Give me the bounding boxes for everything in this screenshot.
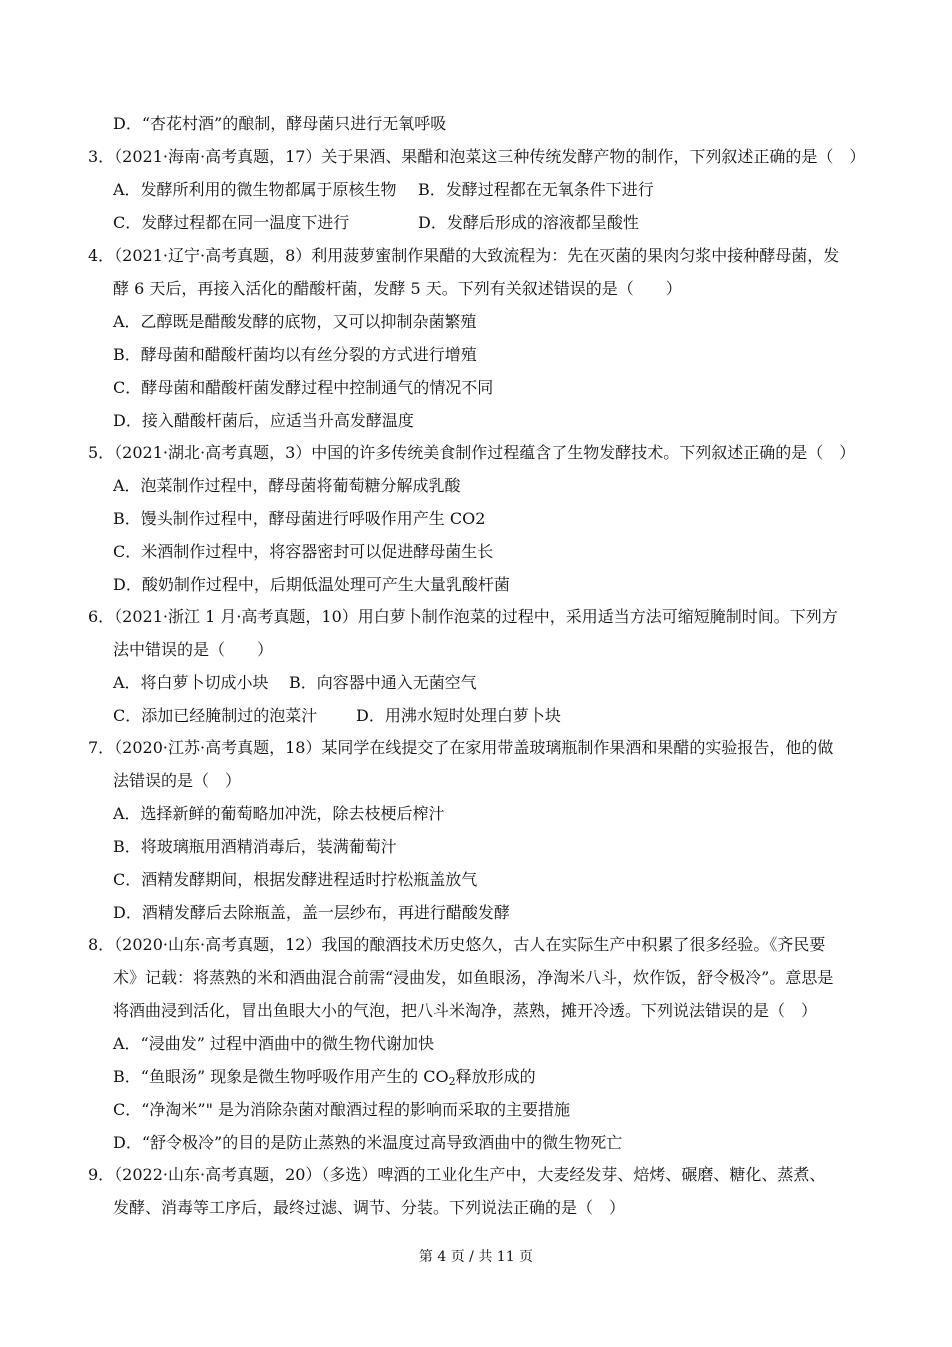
option-b-text: B．“鱼眼汤” 现象是微生物呼吸作用产生的 CO: [113, 1067, 449, 1086]
option-line: A．将白萝卜切成小块: [113, 673, 269, 692]
question-7-stem: 7．（2020·江苏·高考真题，18）某同学在线提交了在家用带盖玻璃瓶制作果酒和果醋的实验报告，他的做: [88, 738, 834, 757]
question-9-stem: 9．（2022·山东·高考真题，20）（多选）啤酒的工业化生产中，大麦经发芽、焙烤、碾磨、糖化、蒸煮、: [88, 1165, 826, 1184]
option-line: A．选择新鲜的葡萄略加冲洗，除去枝梗后榨汁: [113, 804, 445, 823]
option-line: D．接入醋酸杆菌后，应适当升高发酵温度: [113, 411, 414, 430]
option-line: B．馒头制作过程中，酵母菌进行呼吸作用产生 CO2: [113, 509, 486, 528]
option-line: C．“净淘米”" 是为消除杂菌对酿酒过程的影响而采取的主要措施: [113, 1100, 571, 1119]
question-4-stem: 4．（2021·辽宁·高考真题，8）利用菠萝蜜制作果醋的大致流程为：先在灭菌的果肉匀浆中接种酵母菌，发: [88, 246, 840, 265]
question-9-stem-cont: 发酵、消毒等工序后，最终过滤、调节、分装。下列说法正确的是（ ）: [113, 1198, 626, 1217]
question-6-stem: 6．（2021·浙江 1 月·高考真题，10）用白萝卜制作泡菜的过程中，采用适当方法可缩短腌制时间。下列方: [88, 607, 838, 626]
subscript: 2: [448, 1075, 456, 1088]
question-8-stem: 8．（2020·山东·高考真题，12）我国的酿酒技术历史悠久，古人在实际生产中积累了很多经验。《齐民要: [88, 935, 826, 954]
option-line: D．“舒令极冷”的目的是防止蒸熟的米温度过高导致酒曲中的微生物死亡: [113, 1133, 623, 1152]
option-line: D．用沸水短时处理白萝卜块: [356, 706, 561, 725]
question-4-stem-cont: 酵 6 天后，再接入活化的醋酸杆菌，发酵 5 天。下列有关叙述错误的是（ ）: [113, 279, 682, 298]
option-line: A．发酵所利用的微生物都属于原核生物: [113, 180, 397, 199]
option-line: A．乙醇既是醋酸发酵的底物，又可以抑制杂菌繁殖: [113, 312, 477, 331]
option-line: B．向容器中通入无菌空气: [289, 673, 477, 692]
question-8-stem-cont: 将酒曲浸到活化，冒出鱼眼大小的气泡，把八斗米淘净，蒸熟，摊开冷透。下列说法错误的是（ ）: [113, 1001, 818, 1020]
option-line: C．酒精发酵期间，根据发酵进程适时拧松瓶盖放气: [113, 870, 478, 889]
option-b-tail: 释放形成的: [455, 1067, 536, 1086]
option-line: C．酵母菌和醋酸杆菌发酵过程中控制通气的情况不同: [113, 378, 494, 397]
page-footer: 第 4 页 / 共 11 页: [418, 1249, 534, 1265]
question-6-stem-cont: 法中错误的是（ ）: [113, 640, 274, 659]
option-line: B．酵母菌和醋酸杆菌均以有丝分裂的方式进行增殖: [113, 345, 477, 364]
option-line: B．将玻璃瓶用酒精消毒后，装满葡萄汁: [113, 837, 397, 856]
question-3-stem: 3．（2021·海南·高考真题，17）关于果酒、果醋和泡菜这三种传统发酵产物的制作，下列叙述正确的是（ ）: [88, 147, 866, 166]
option-line: A．“浸曲发” 过程中酒曲中的微生物代谢加快: [113, 1034, 435, 1053]
question-7-stem-cont: 法错误的是（ ）: [113, 771, 242, 790]
option-line: D．酒精发酵后去除瓶盖，盖一层纱布，再进行醋酸发酵: [113, 903, 510, 922]
option-line: D．发酵后形成的溶液都呈酸性: [418, 213, 639, 232]
option-line: D．酸奶制作过程中，后期低温处理可产生大量乳酸杆菌: [113, 575, 510, 594]
option-line: C．发酵过程都在同一温度下进行: [113, 213, 350, 232]
option-line: D．“杏花村酒”的酿制，酵母菌只进行无氧呼吸: [113, 114, 447, 133]
question-8-stem-cont: 术》记载：将蒸熟的米和酒曲混合前需“浸曲发，如鱼眼汤，净淘米八斗，炊作饭，舒令极冷”。意思是: [113, 968, 834, 987]
question-5-stem: 5．（2021·湖北·高考真题，3）中国的许多传统美食制作过程蕴含了生物发酵技术。下列叙述正确的是（ ）: [88, 443, 856, 462]
option-line: C．米酒制作过程中，将容器密封可以促进酵母菌生长: [113, 542, 494, 561]
option-line: C．添加已经腌制过的泡菜汁: [113, 706, 318, 725]
option-line: A．泡菜制作过程中，酵母菌将葡萄糖分解成乳酸: [113, 476, 461, 495]
option-line-b: [113, 1066, 536, 1088]
option-line: B．发酵过程都在无氧条件下进行: [418, 180, 654, 199]
